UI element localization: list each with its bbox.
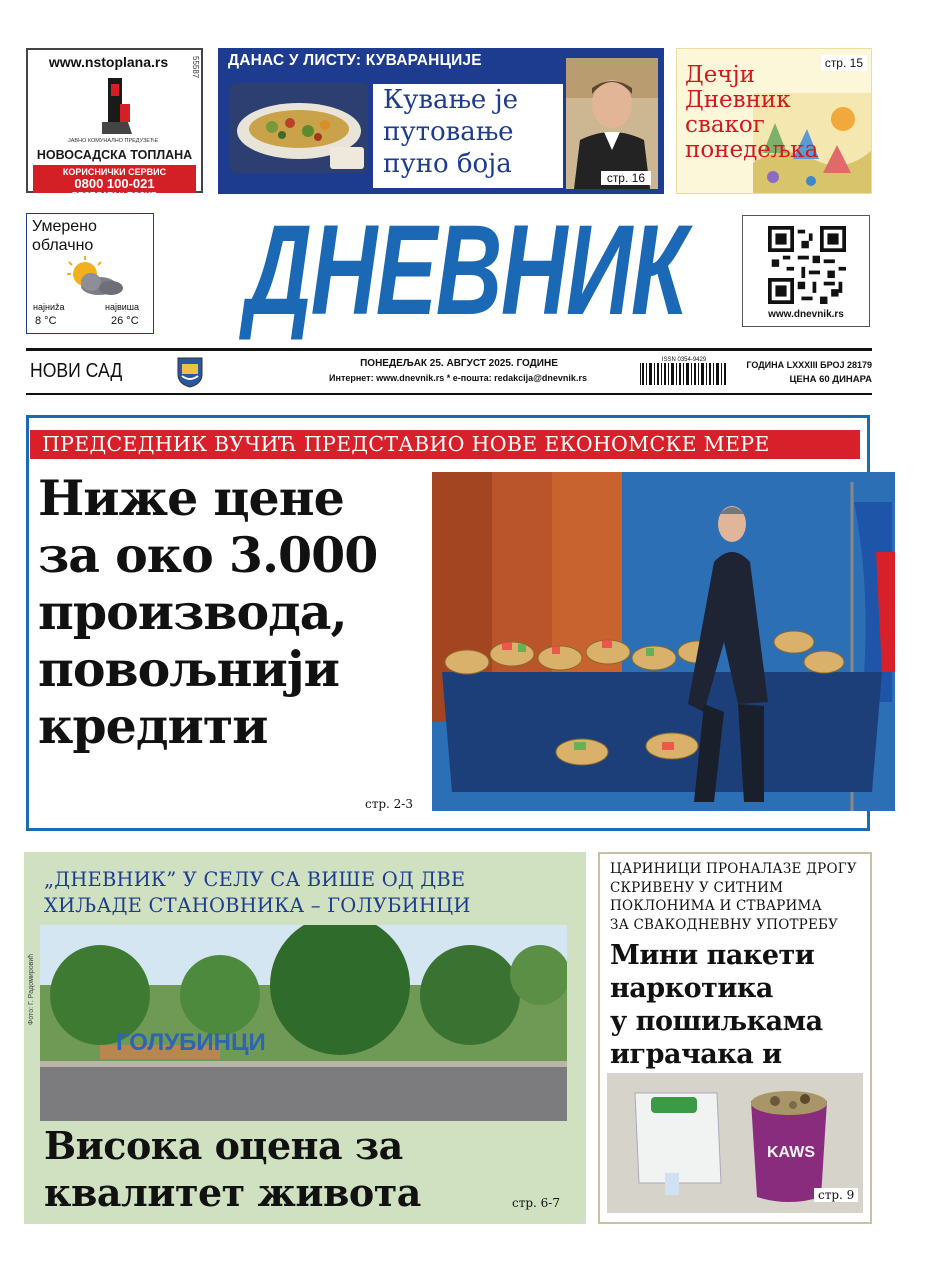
qr-caption[interactable]: www.dnevnik.rs: [768, 309, 844, 320]
customs-kicker-4[interactable]: ЗА СВАКОДНЕВНУ УПОТРЕБУ: [610, 916, 839, 933]
ad-service-box: [33, 165, 196, 200]
dateline-date: ПОНЕДЕЉАК 25. АВГУСТ 2025. ГОДИНЕ: [360, 358, 558, 369]
kids-text: [685, 63, 818, 163]
kids-line-4: понедељка: [685, 137, 819, 163]
ad-code: 55587: [191, 56, 200, 79]
toplana-logo-icon: [102, 74, 132, 136]
promo-text-box: [373, 84, 563, 188]
ad-phone[interactable]: 0800 100-021: [74, 176, 155, 191]
city-coat-of-arms-icon: [176, 356, 204, 388]
village-kicker-1[interactable]: „ДНЕВНИК” У СЕЛУ СА ВИШЕ ОД ДВЕ: [44, 868, 466, 891]
temp-max-label: највиша: [105, 302, 140, 312]
kids-line-2: Дневник: [685, 87, 791, 113]
village-kicker[interactable]: [44, 867, 564, 919]
dateline-city: НОВИ САД: [30, 360, 123, 382]
promo-line-1: Кување је: [383, 85, 519, 115]
weather-condition: [32, 217, 97, 255]
temp-min-label: најниža: [33, 302, 65, 312]
temp-max-value: 26 °C: [111, 315, 139, 327]
promo-page-ref[interactable]: стр. 16: [601, 171, 651, 185]
kids-line-1: Дечји: [685, 62, 755, 88]
customs-kicker-1[interactable]: ЦАРИНИЦИ ПРОНАЛАЗЕ ДРОГУ: [610, 861, 857, 877]
village-headline[interactable]: [44, 1122, 524, 1216]
weather-condition-2: облачно: [32, 237, 94, 254]
village-photo-credit: Фото: Г. Радомировић: [28, 953, 35, 1025]
customs-headline-4[interactable]: играчака и: [610, 1039, 782, 1070]
village-headline-2[interactable]: квалитет живота: [44, 1170, 421, 1215]
toplana-ad[interactable]: [26, 48, 203, 200]
qr-code-icon[interactable]: [768, 226, 846, 304]
masthead-logo[interactable]: [166, 199, 734, 342]
kids-line-3: сваког: [685, 112, 765, 138]
promo-heading: ДАНАС У ЛИСТУ: КУВАРАНЦИЈЕ: [228, 52, 482, 69]
headline-line-1[interactable]: Ниже цене: [38, 469, 344, 527]
partly-cloudy-icon: [53, 256, 129, 300]
ad-free-call: БЕСПЛАТАН ПОЗИВ: [71, 190, 158, 200]
promo-line-3: пуно боја: [383, 149, 512, 179]
customs-headline-1[interactable]: Мини пакети: [610, 940, 815, 971]
qr-box[interactable]: [742, 215, 870, 327]
year-issue: ГОДИНА LXXXIII БРОЈ 28179: [746, 360, 872, 370]
food-photo: [230, 83, 368, 173]
promo-line-2: путовање: [383, 117, 514, 147]
dateline-bottom-rule: [26, 393, 872, 395]
kuvarancije-promo[interactable]: [218, 48, 664, 194]
customs-headline-2[interactable]: наркотика: [610, 973, 773, 1004]
village-sign: ГОЛУБИНЦИ: [116, 1029, 266, 1056]
price: ЦЕНА 60 ДИНАРА: [789, 374, 872, 385]
ad-url[interactable]: www.nstoplana.rs: [48, 54, 169, 70]
ad-service-label: КОРИСНИЧКИ СЕРВИС: [62, 167, 167, 177]
chef-photo: [566, 58, 658, 189]
village-kicker-2[interactable]: ХИЉАДЕ СТАНОВНИКА – ГОЛУБИНЦИ: [44, 894, 471, 917]
barcode-icon: [638, 363, 730, 389]
village-photo[interactable]: [40, 925, 567, 1121]
customs-kicker-2[interactable]: СКРИВЕНУ У СИТНИМ: [610, 879, 784, 896]
main-story-kicker[interactable]: ПРЕДСЕДНИК ВУЧИЋ ПРЕДСТАВИО НОВЕ ЕКОНОМСКЕ МЕРЕ: [30, 430, 860, 459]
dateline-top-rule: [26, 348, 872, 351]
main-story-headline[interactable]: [38, 470, 428, 755]
ad-org-small: ЈАВНО КОМУНАЛНО ПРЕДУЗЕЋЕ: [68, 138, 159, 144]
customs-headline-3[interactable]: у пошиљкама: [610, 1006, 823, 1037]
kids-dnevnik-promo[interactable]: [676, 48, 872, 194]
customs-kicker-3[interactable]: ПОКЛОНИМА И СТВАРИМА: [610, 898, 822, 914]
village-page-ref[interactable]: стр. 6-7: [512, 1196, 560, 1210]
customs-kicker[interactable]: [610, 860, 865, 934]
temp-min-value: 8 °C: [35, 315, 57, 327]
headline-line-4[interactable]: повољнији: [38, 640, 339, 698]
headline-line-3[interactable]: производа,: [38, 583, 347, 641]
village-headline-1[interactable]: Висока оцена за: [44, 1123, 403, 1168]
headline-line-5[interactable]: кредити: [38, 697, 268, 755]
barcode: [638, 357, 730, 391]
package-label: KAWS: [767, 1144, 815, 1161]
kids-page-ref[interactable]: стр. 15: [821, 55, 867, 71]
ad-org-name: НОВОСАДСКА ТОПЛАНА: [36, 148, 193, 162]
main-story-photo[interactable]: [432, 472, 895, 811]
dateline-contact[interactable]: Интернет: www.dnevnik.rs * е-пошта: redakcija@dnevnik.rs: [329, 373, 587, 383]
customs-page-ref[interactable]: стр. 9: [814, 1188, 858, 1202]
issn-text: ISSN 0354-9429: [661, 357, 707, 363]
masthead-logo-text[interactable]: ДНЕВНИК: [245, 199, 687, 342]
main-story-page-ref[interactable]: стр. 2-3: [365, 797, 413, 811]
weather-condition-1: Умерено: [32, 218, 97, 235]
weather-box: [26, 213, 154, 334]
headline-line-2[interactable]: за око 3.000: [38, 526, 378, 584]
